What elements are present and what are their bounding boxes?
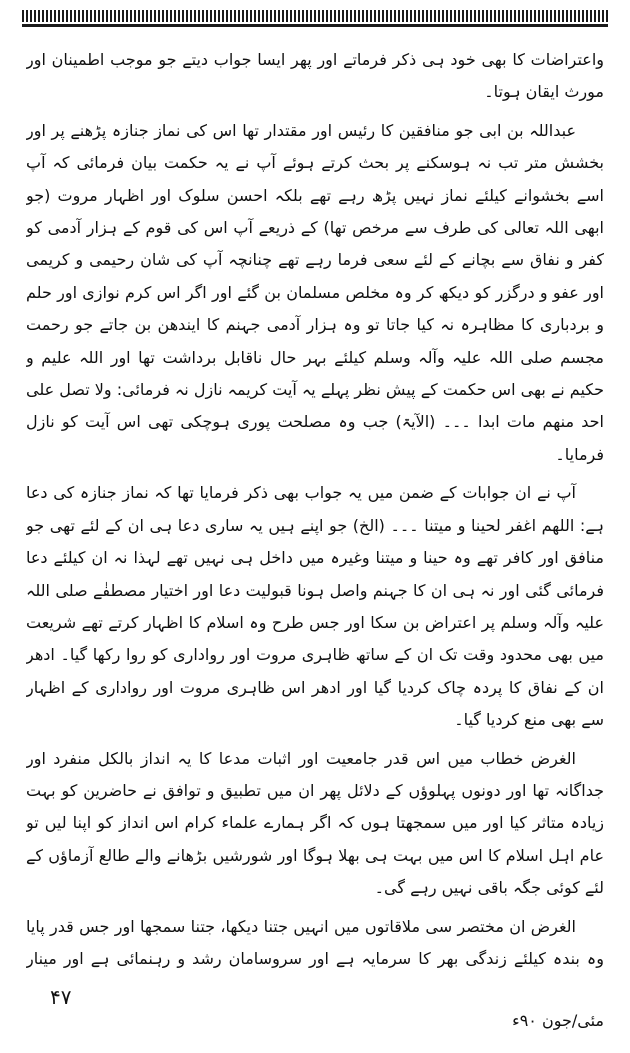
page-body bbox=[26, 44, 604, 974]
paragraph-4: الغرض خطاب میں اس قدر جامعیت اور اثبات مدعا کا یہ انداز بالکل منفرد اور جداگانہ تھا اور دونوں پہلوؤں کے دلائل پھر ان میں تطبیق و توافق نے حاضرین کو بہت زیادہ متاثر کیا اور میں سمجھتا ہوں کہ اگر ہمارے علماء کرام اس انداز کو اپنا لیں تو عام اہل اسلام کا اس میں بہت ہی بھلا ہوگا اور شورشیں بڑھانے والے طالع آزماؤں کے لئے کوئی جگہ باقی نہیں رہے گی۔ bbox=[26, 748, 604, 898]
header-rule-line bbox=[22, 24, 608, 27]
page-number: ۴۷ bbox=[50, 985, 72, 1009]
header-decorative-rule bbox=[22, 10, 608, 22]
paragraph-1: واعتراضات کا بھی خود ہی ذکر فرماتے اور پھر ایسا جواب دیتے جو موجب اطمینان اور مورث ایقان ہوتا۔ bbox=[26, 50, 604, 102]
paragraph-5: الغرض ان مختصر سی ملاقاتوں میں انہیں جتنا دیکھا، جتنا سمجھا اور جس قدر پایا وہ بندہ کیلئے زندگی بھر کا سرمایہ ہے اور سروسامان رشد و رہنمائی ہے اور مینار bbox=[26, 916, 604, 968]
issue-date: مئی/جون ۹۰ء bbox=[512, 1011, 604, 1030]
paragraph-3: آپ نے ان جوابات کے ضمن میں یہ جواب بھی ذکر فرمایا تھا کہ نماز جنازہ کی دعا ہے: اللھم اغفر لحینا و میتنا ۔۔۔ (الخ) جو اپنے ہیں یہ ساری دعا ہی ان کے لئے تھی جو منافق اور کافر تھے وہ حینا و میتنا وغیرہ میں داخل ہی نہیں تھے لہذا نہ ان کیلئے دعا فرمائی گئی اور نہ ہی ان کا جہنم واصل ہونا قبولیت دعا اور اختیار مصطفٰے صلی اللہ علیہ وآلہ وسلم پر اعتراض بن سکا اور جس طرح وہ اسلام کا اظہار کرتے تھے شریعت میں بھی محدود وقت تک ان کے ساتھ ظاہری مروت اور رواداری کو روا رکھا گیا۔ ادھر ان کے نفاق کا پردہ چاک کردیا گیا اور ادھر اس ظاہری مروت اور رواداری کے اظہار سے بھی منع کردیا گیا۔ bbox=[26, 483, 604, 730]
paragraph-2: عبداللہ بن ابی جو منافقین کا رئیس اور مقتدار تھا اس کی نماز جنازہ پڑھنے پر اور بخشش متر تب نہ ہوسکنے پر بحث کرتے ہوئے آپ نے یہ حکمت بیان فرمائی کہ آپ اسے بخشوانے کیلئے نماز نہیں پڑھ رہے تھے بلکہ احسن سلوک اور اظہار مروت (جو ابھی اللہ تعالی کی طرف سے مرخص تھا) کے ذریعے آپ اس کی قوم کے ہزار آدمی کو کفر و نفاق سے بچانے کے لئے سعی فرما رہے تھے چنانچہ آپ کی شان رحیمی و کریمی اور عفو و درگزر کو دیکھ کر وہ مخلص مسلمان بن گئے اور اگر اس کرم نوازی اور حلم و بردباری کا مظاہرہ نہ کیا جاتا تو وہ ہزار آدمی جہنم کا ایندھن بن جاتے جو رحمت مجسم صلی اللہ علیہ وآلہ وسلم کیلئے بہر حال ناقابل برداشت تھا اور اللہ علیم و حکیم نے بھی اس حکمت کے پیش نظر پہلے یہ آیت کریمہ نازل نہ فرمائی: ولا تصل علی احد منهم مات ابدا ۔۔۔ (الآیۃ) جب وہ مصلحت پوری ہوچکی تھی اس آیت کو نازل فرمایا۔ bbox=[26, 120, 604, 464]
page-footer bbox=[26, 985, 604, 1045]
